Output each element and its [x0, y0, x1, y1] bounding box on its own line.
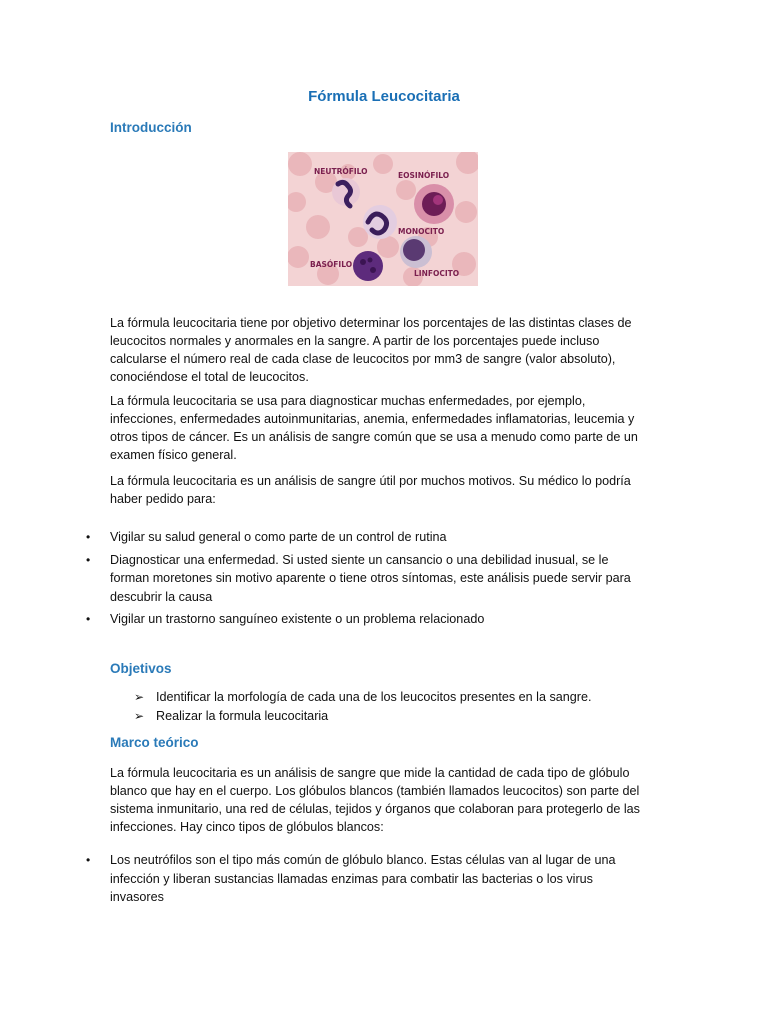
text-line: sistema inmunitario, una red de células, tejidos y órganos que colaboran para protegerlo de las	[110, 802, 640, 816]
label-linfocito: LINFOCITO	[414, 269, 460, 278]
bullet-icon: •	[86, 853, 91, 867]
bullet-icon: •	[86, 612, 91, 626]
label-eosinofilo: EOSINÓFILO	[398, 171, 450, 180]
text-line: calcularse el número real de cada clase de leucocitos por mm3 de sangre (valor absoluto),	[110, 352, 616, 366]
arrow-bullet-icon: ➢	[134, 708, 145, 723]
neutrophil-cell-2	[363, 205, 397, 239]
list-item	[0, 688, 768, 707]
text-line: Vigilar su salud general o como parte de un control de rutina	[110, 530, 447, 544]
heading-marco-teorico: Marco teórico	[110, 735, 199, 750]
red-blood-cell	[373, 154, 393, 174]
intro-paragraph-1	[110, 314, 658, 386]
arrow-bullet-icon: ➢	[134, 690, 145, 704]
text-line: infecciones. Hay cinco tipos de glóbulos blancos:	[110, 820, 384, 834]
text-line: leucocitos normales y anormales en la sangre. A partir de los porcentajes puede incluso	[110, 334, 600, 348]
text-line: blanco que hay en el cuerpo. Los glóbulos blancos (también llamados leucocitos) son parte del	[110, 784, 640, 798]
bullet-icon: •	[86, 552, 91, 567]
heading-objetivos: Objetivos	[110, 661, 172, 676]
label-neutrofilo: NEUTRÓFILO	[314, 167, 368, 176]
red-blood-cell	[306, 215, 330, 239]
eosinophil-cell	[414, 184, 454, 224]
bullet-icon: •	[86, 530, 91, 544]
red-blood-cell	[377, 236, 399, 258]
text-line: La fórmula leucocitaria se usa para diagnosticar muchas enfermedades, por ejemplo,	[110, 394, 586, 408]
list-item	[0, 610, 658, 629]
list-item	[0, 707, 768, 726]
text-line: infección y liberan sustancias llamadas enzimas para combatir las bacterias o los virus	[110, 871, 593, 886]
heading-introduccion: Introducción	[110, 120, 192, 135]
text-line: otros tipos de cáncer. Es un análisis de sangre común que se usa a menudo como parte de un	[110, 430, 638, 444]
red-blood-cell	[288, 246, 309, 268]
text-line: forman moretones sin motivo aparente o tiene otros síntomas, este análisis puede servir para	[110, 571, 631, 585]
intro-bullet-list	[0, 528, 768, 629]
list-item	[0, 851, 658, 907]
red-blood-cell	[455, 201, 477, 223]
neutrophil-cell	[332, 178, 360, 206]
text-line: Vigilar un trastorno sanguíneo existente o un problema relacionado	[110, 612, 485, 626]
framework-paragraph	[110, 764, 658, 836]
text-line: conociéndose el total de leucocitos.	[110, 370, 309, 384]
list-item	[0, 528, 658, 547]
text-line: Los neutrófilos son el tipo más común de glóbulo blanco. Estas células van al lugar de una	[110, 853, 616, 867]
objective-text: Realizar la formula leucocitaria	[156, 708, 329, 723]
text-line: La fórmula leucocitaria tiene por objetivo determinar los porcentajes de las distintas clases de	[110, 316, 632, 330]
label-monocito: MONOCITO	[398, 227, 445, 236]
red-blood-cell	[396, 180, 416, 200]
basophil-cell	[353, 251, 383, 281]
monocyte-cell	[400, 236, 432, 268]
red-blood-cell	[288, 152, 312, 176]
intro-paragraph-2	[110, 392, 658, 464]
page-title: Fórmula Leucocitaria	[308, 88, 460, 105]
intro-paragraph-3	[110, 472, 658, 508]
text-line: invasores	[110, 890, 164, 904]
leukocyte-illustration	[288, 152, 478, 286]
objective-text: Identificar la morfología de cada una de los leucocitos presentes en la sangre.	[156, 690, 592, 704]
leukocyte-figure	[288, 152, 478, 286]
text-line: descubrir la causa	[110, 589, 213, 604]
text-line: La fórmula leucocitaria es un análisis de sangre que mide la cantidad de cada tipo de glóbulo	[110, 766, 630, 780]
text-line: Diagnosticar una enfermedad. Si usted siente un cansancio o una debilidad inusual, se le	[110, 552, 609, 567]
framework-bullet-list	[0, 851, 768, 907]
text-line: infecciones, enfermedades autoinmunitarias, anemia, enfermedades inflamatorias, leucemia y	[110, 412, 635, 426]
text-line: haber pedido para:	[110, 492, 216, 506]
label-basofilo: BASÓFILO	[310, 260, 353, 269]
text-line: La fórmula leucocitaria es un análisis de sangre útil por muchos motivos. Su médico lo podría	[110, 474, 631, 488]
text-line: examen físico general.	[110, 448, 237, 462]
objectives-list	[0, 688, 768, 725]
list-item	[0, 551, 658, 607]
